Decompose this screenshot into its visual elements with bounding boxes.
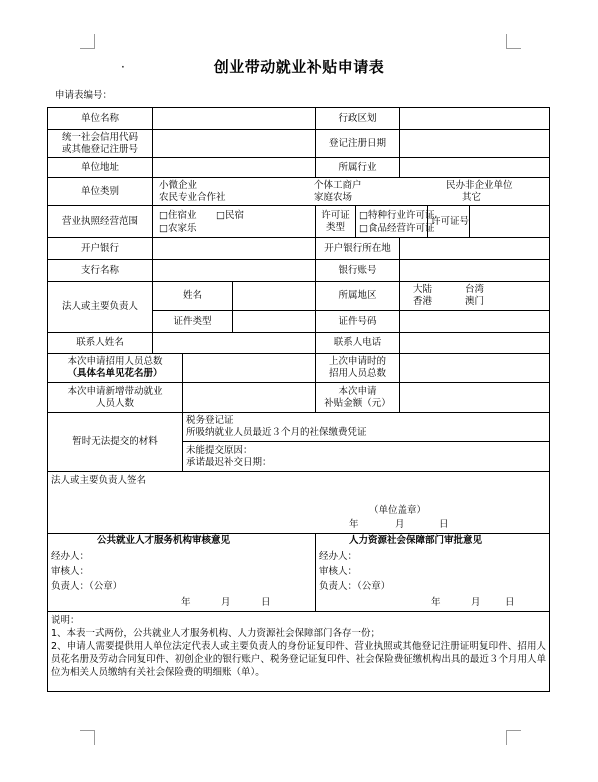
field-credit-code[interactable] xyxy=(153,130,316,158)
notes-block xyxy=(48,612,550,692)
option-individual-business[interactable]: 个体工商户 xyxy=(314,179,362,191)
field-account[interactable] xyxy=(400,260,550,282)
checkbox-homestay[interactable]: □民宿 xyxy=(216,209,244,221)
signature-block[interactable] xyxy=(48,472,550,534)
application-number-label: 申请表编号： xyxy=(55,90,113,101)
material-tax-registration: 税务登记证 xyxy=(186,415,234,426)
label-review-right-day: 日 xyxy=(505,597,515,608)
label-leader-right: 负责人：（公章） xyxy=(319,581,391,592)
note-2: 2、申请人需要提供用人单位法定代表人或主要负责人的身份证复印件、营业执照或其他登记注册证明复印件、招用人员花名册及劳动合同复印件、初创企业的银行账户、税务登记证复印件、社会保险费征缴机构出具的最近３个月用人单位为相关人员缴纳有关社会保险费的明细账（单）。 xyxy=(51,641,547,678)
field-reason-and-date[interactable] xyxy=(183,442,550,472)
label-industry: 所属行业 xyxy=(316,158,400,178)
review-hr-social-security[interactable] xyxy=(316,534,550,612)
field-id-number[interactable] xyxy=(400,311,550,333)
checkbox-food-business-permit[interactable]: □食品经营许可证 xyxy=(359,222,435,234)
field-bank[interactable] xyxy=(153,238,316,260)
checkbox-lodging[interactable]: □住宿业 xyxy=(159,209,197,221)
label-id-type: 证件类型 xyxy=(153,311,233,333)
checkbox-special-industry-permit[interactable]: □特种行业许可证 xyxy=(359,209,435,221)
option-macau[interactable]: 澳门 xyxy=(465,296,485,307)
option-micro-enterprise[interactable]: 小微企业 xyxy=(159,179,198,191)
field-contact-phone[interactable] xyxy=(400,333,550,354)
label-unit-seal: （单位盖章） xyxy=(369,504,427,516)
label-sign-year: 年 xyxy=(349,518,359,530)
review-right-title: 人力资源社会保障部门审批意见 xyxy=(349,535,483,546)
label-last-total: 上次申请时的 招用人员总数 xyxy=(316,354,400,383)
label-promise-date: 承诺最迟补交日期： xyxy=(186,456,272,468)
label-account: 银行账号 xyxy=(316,260,400,282)
review-left-title: 公共就业人才服务机构审核意见 xyxy=(97,535,231,546)
bullet-dot: · xyxy=(121,60,125,74)
field-region-options[interactable] xyxy=(400,282,550,311)
label-admin-division: 行政区划 xyxy=(316,108,400,130)
review-public-employment[interactable] xyxy=(48,534,316,612)
field-name[interactable] xyxy=(233,282,316,311)
label-contact-phone: 联系人电话 xyxy=(316,333,400,354)
label-credit-code: 统一社会信用代码 或其他登记注册号 xyxy=(48,130,153,158)
label-missing-materials: 暂时无法提交的材料 xyxy=(48,413,183,472)
label-checker-right: 审核人： xyxy=(319,566,358,577)
field-last-total[interactable] xyxy=(400,354,550,383)
field-unit-address[interactable] xyxy=(153,158,316,178)
field-business-scope-options[interactable] xyxy=(153,206,316,238)
label-review-left-month: 月 xyxy=(221,597,231,608)
field-apply-new[interactable] xyxy=(183,383,316,413)
field-contact-name[interactable] xyxy=(153,333,316,354)
label-business-scope: 营业执照经营范围 xyxy=(48,206,153,238)
label-sign-day: 日 xyxy=(439,518,449,530)
crop-mark-top-left xyxy=(80,34,95,49)
checkbox-farmhouse[interactable]: □农家乐 xyxy=(159,222,197,234)
field-unit-name[interactable] xyxy=(153,108,316,130)
label-handler-left: 经办人： xyxy=(51,551,90,562)
notes-title: 说明： xyxy=(51,615,80,626)
field-apply-total[interactable] xyxy=(183,354,316,383)
label-review-left-year: 年 xyxy=(181,597,191,608)
label-unit-address: 单位地址 xyxy=(48,158,153,178)
label-review-left-day: 日 xyxy=(261,597,271,608)
field-unit-type-options[interactable] xyxy=(153,178,550,206)
page-title: 创业带动就业补贴申请表 xyxy=(213,58,385,76)
field-permit-type-options[interactable] xyxy=(356,206,435,238)
label-reason: 未能提交原因： xyxy=(186,444,253,456)
option-other[interactable]: 其它 xyxy=(462,191,482,203)
label-review-right-year: 年 xyxy=(431,597,441,608)
crop-mark-bottom-left xyxy=(80,730,95,745)
label-branch: 支行名称 xyxy=(48,260,153,282)
option-hongkong[interactable]: 香港 xyxy=(413,296,433,307)
option-mainland[interactable]: 大陆 xyxy=(413,284,433,295)
label-bank: 开户银行 xyxy=(48,238,153,260)
label-sign-month: 月 xyxy=(395,518,405,530)
label-apply-total: 本次申请招用人员总数 （具体名单见花名册） xyxy=(48,354,183,383)
field-permit-number[interactable] xyxy=(470,206,550,238)
label-name: 姓名 xyxy=(153,282,233,311)
label-signature: 法人或主要负责人签名 xyxy=(51,474,147,486)
label-apply-new: 本次申请新增带动就业 人员人数 xyxy=(48,383,183,413)
label-legal-person: 法人或主要负责人 xyxy=(48,282,153,333)
option-private-nonenterprise[interactable]: 民办非企业单位 xyxy=(446,179,513,191)
label-checker-left: 审核人： xyxy=(51,566,90,577)
label-permit-number: 许可证号 xyxy=(428,206,470,238)
option-farmer-cooperative[interactable]: 农民专业合作社 xyxy=(159,191,226,203)
field-materials-list[interactable] xyxy=(183,413,550,442)
crop-mark-top-right xyxy=(506,34,521,49)
field-apply-amount[interactable] xyxy=(400,383,550,413)
label-id-number: 证件号码 xyxy=(316,311,400,333)
label-handler-right: 经办人： xyxy=(319,551,358,562)
application-form-table xyxy=(47,107,550,692)
field-admin-division[interactable] xyxy=(400,108,550,130)
label-review-right-month: 月 xyxy=(471,597,481,608)
field-reg-date[interactable] xyxy=(400,130,550,158)
option-taiwan[interactable]: 台湾 xyxy=(465,284,485,295)
field-id-type[interactable] xyxy=(233,311,316,333)
label-permit-type: 许可证 类型 xyxy=(316,206,356,238)
note-1: 1、本表一式两份，公共就业人才服务机构、人力资源社会保障部门各存一份； xyxy=(51,628,381,639)
field-industry[interactable] xyxy=(400,158,550,178)
option-family-farm[interactable]: 家庭农场 xyxy=(314,191,353,203)
field-bank-location[interactable] xyxy=(400,238,550,260)
label-unit-name: 单位名称 xyxy=(48,108,153,130)
label-reg-date: 登记注册日期 xyxy=(316,130,400,158)
label-bank-location: 开户银行所在地 xyxy=(316,238,400,260)
crop-mark-bottom-right xyxy=(506,730,521,745)
label-contact-name: 联系人姓名 xyxy=(48,333,153,354)
label-leader-left: 负责人：（公章） xyxy=(51,581,123,592)
label-unit-type: 单位类别 xyxy=(48,178,153,206)
label-apply-amount: 本次申请 补贴金额（元） xyxy=(316,383,400,413)
field-branch[interactable] xyxy=(153,260,316,282)
label-region: 所属地区 xyxy=(316,282,400,311)
material-social-insurance: 所吸纳就业人员最近３个月的社保缴费凭证 xyxy=(186,427,367,438)
